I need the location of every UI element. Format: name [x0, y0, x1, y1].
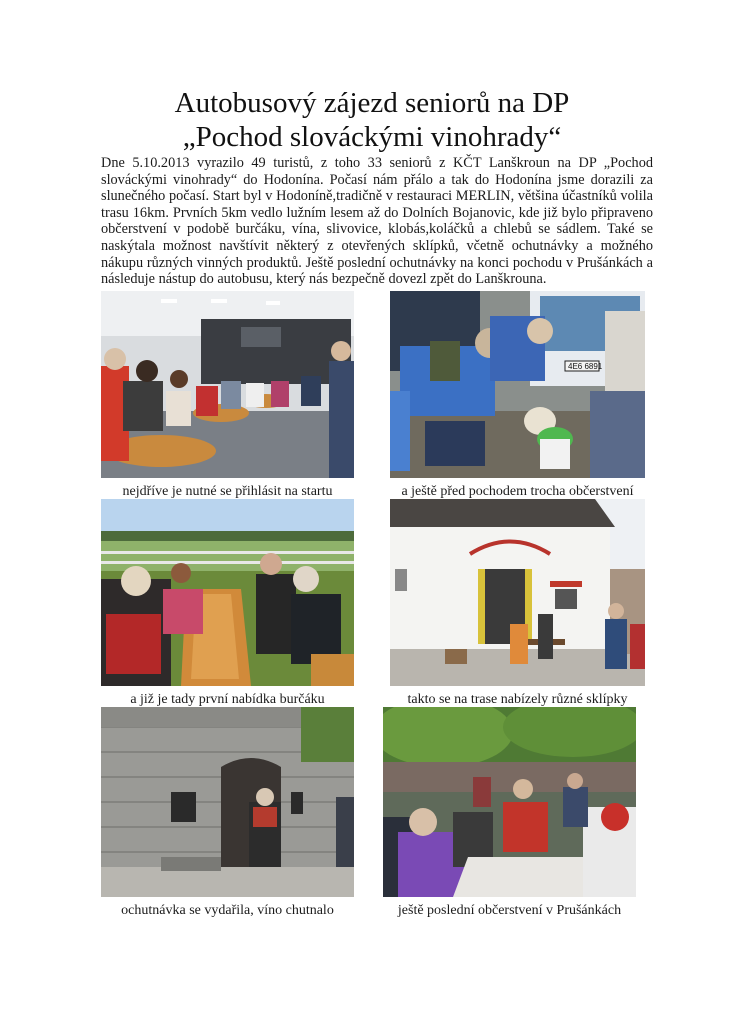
photo-caption: a již je tady první nabídka burčáku — [130, 692, 325, 707]
photo-caption: a ještě před pochodem trocha občerstvení — [401, 484, 634, 499]
document-title-line1: Autobusový zájezd seniorů na DP — [174, 87, 570, 119]
photo-caption: takto se na trase nabízely různé sklípky — [407, 692, 628, 707]
photo-last-refreshments — [383, 707, 636, 897]
photo-first-stop-benches — [101, 499, 354, 686]
document-title-line2: „Pochod slováckými vinohrady“ — [182, 121, 562, 153]
photo-caption: ještě poslední občerstvení v Prušánkách — [397, 903, 622, 918]
bus-license-plate: 4E6 6891 — [568, 362, 603, 371]
body-paragraph: Dne 5.10.2013 vyrazilo 49 turistů, z toho 33 seniorů z KČT Lanškroun na DP „Pochod slováckými vinohrady“ do Hodonína. Počasí nám přálo a tak do Hodonína jsme dorazili za slunečného počasí. Start byl v Hodoníně,tradičně v restauraci MERLIN, většina účastníků volila trasu 16km. Prvních 5km vedlo lužním lesem až do Dolních Bojanovic, kde již bylo připraveno občerstvení v podobě burčáku, vína, slivovice, klobás,koláčků a chlebů se sádlem. Také se naskýtala možnost navštívit některý z otevřených sklípků, včetně ochutnávky a možného nákupu různých vinných produktů. Ještě poslední ochutnávky na konci pochodu v Prušánkách a následuje nástup do autobusu, který nás bezpečně dovezl zpět do Lanškrouna. — [101, 155, 653, 288]
photo-caption: ochutnávka se vydařila, víno chutnalo — [121, 903, 334, 918]
photo-wine-cellar-house — [390, 499, 645, 686]
photo-registration-hall — [101, 291, 354, 478]
photo-refreshments-bus — [390, 291, 645, 478]
photo-caption: nejdříve je nutné se přihlásit na startu — [122, 484, 333, 499]
photo-stone-cellar-tasting — [101, 707, 354, 897]
